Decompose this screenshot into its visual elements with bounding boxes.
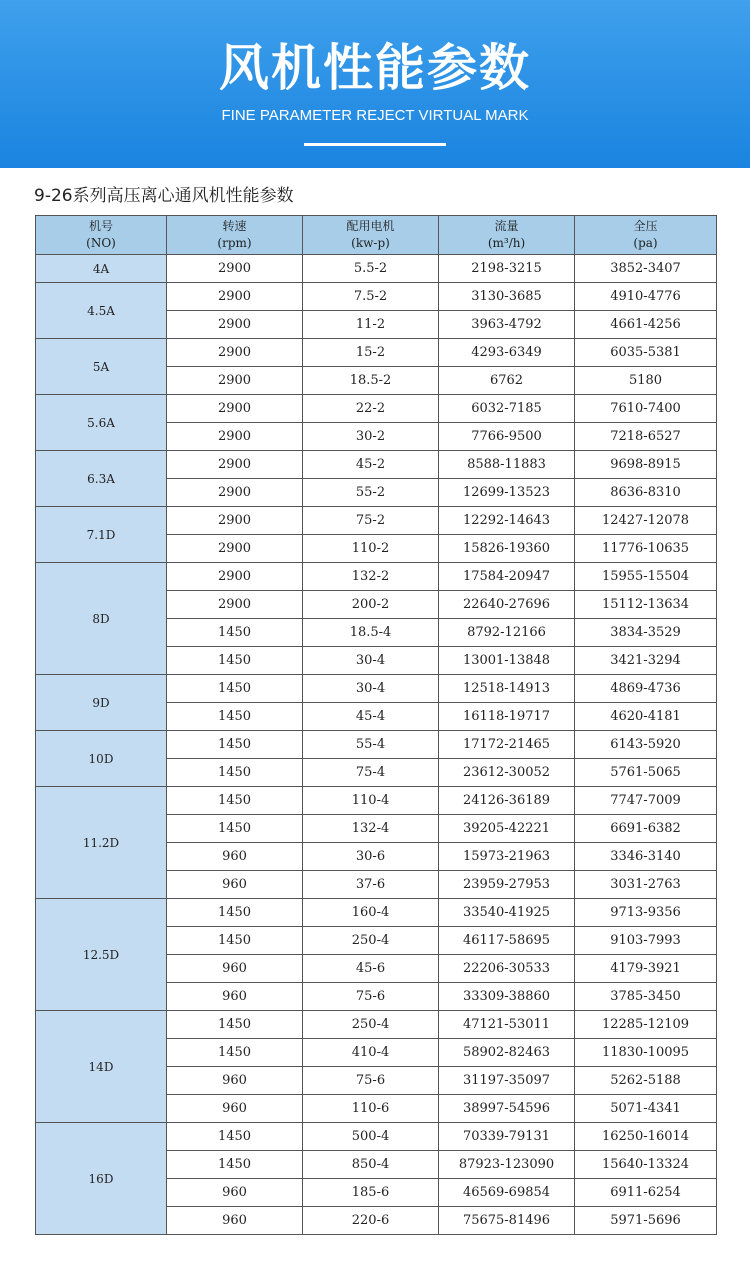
cell-pressure: 5971-5696 — [575, 1207, 717, 1235]
cell-speed: 960 — [167, 955, 303, 983]
cell-speed: 1450 — [167, 619, 303, 647]
cell-pressure: 11776-10635 — [575, 535, 717, 563]
cell-pressure: 15955-15504 — [575, 563, 717, 591]
cell-pressure: 6035-5381 — [575, 339, 717, 367]
cell-flow: 75675-81496 — [439, 1207, 575, 1235]
cell-flow: 8792-12166 — [439, 619, 575, 647]
cell-flow: 22640-27696 — [439, 591, 575, 619]
cell-speed: 1450 — [167, 899, 303, 927]
cell-flow: 15826-19360 — [439, 535, 575, 563]
cell-motor: 55-4 — [303, 731, 439, 759]
cell-motor: 110-6 — [303, 1095, 439, 1123]
header-label: 配用电机 — [346, 219, 395, 233]
header-label: 流量 — [494, 219, 519, 233]
cell-pressure: 15640-13324 — [575, 1151, 717, 1179]
cell-speed: 2900 — [167, 283, 303, 311]
cell-speed: 1450 — [167, 1011, 303, 1039]
cell-flow: 39205-42221 — [439, 815, 575, 843]
cell-speed: 1450 — [167, 1039, 303, 1067]
cell-pressure: 12285-12109 — [575, 1011, 717, 1039]
cell-motor: 250-4 — [303, 927, 439, 955]
cell-pressure: 9698-8915 — [575, 451, 717, 479]
cell-speed: 2900 — [167, 507, 303, 535]
cell-flow: 3130-3685 — [439, 283, 575, 311]
cell-pressure: 3834-3529 — [575, 619, 717, 647]
cell-motor: 185-6 — [303, 1179, 439, 1207]
cell-flow: 22206-30533 — [439, 955, 575, 983]
cell-speed: 1450 — [167, 703, 303, 731]
cell-pressure: 3852-3407 — [575, 255, 717, 283]
cell-pressure: 6143-5920 — [575, 731, 717, 759]
table-row — [36, 255, 717, 283]
cell-model-no: 5.6A — [36, 395, 167, 451]
cell-speed: 2900 — [167, 563, 303, 591]
cell-motor: 850-4 — [303, 1151, 439, 1179]
header-label: 全压 — [633, 219, 658, 233]
cell-flow: 58902-82463 — [439, 1039, 575, 1067]
cell-speed: 2900 — [167, 591, 303, 619]
cell-speed: 2900 — [167, 423, 303, 451]
cell-pressure: 7218-6527 — [575, 423, 717, 451]
cell-model-no: 11.2D — [36, 787, 167, 899]
header-flow — [439, 216, 575, 255]
cell-pressure: 4910-4776 — [575, 283, 717, 311]
cell-flow: 4293-6349 — [439, 339, 575, 367]
cell-flow: 2198-3215 — [439, 255, 575, 283]
cell-flow: 46569-69854 — [439, 1179, 575, 1207]
header-unit: (kw-p) — [351, 236, 390, 250]
cell-motor: 132-2 — [303, 563, 439, 591]
cell-motor: 75-4 — [303, 759, 439, 787]
cell-pressure: 3031-2763 — [575, 871, 717, 899]
cell-flow: 46117-58695 — [439, 927, 575, 955]
table-row — [36, 451, 717, 479]
table-row — [36, 395, 717, 423]
cell-motor: 110-4 — [303, 787, 439, 815]
cell-pressure: 5071-4341 — [575, 1095, 717, 1123]
cell-flow: 70339-79131 — [439, 1123, 575, 1151]
cell-speed: 960 — [167, 983, 303, 1011]
table-row — [36, 507, 717, 535]
cell-motor: 22-2 — [303, 395, 439, 423]
cell-model-no: 4A — [36, 255, 167, 283]
cell-pressure: 5761-5065 — [575, 759, 717, 787]
header-speed — [167, 216, 303, 255]
cell-speed: 1450 — [167, 815, 303, 843]
table-row — [36, 283, 717, 311]
cell-motor: 18.5-4 — [303, 619, 439, 647]
cell-motor: 45-2 — [303, 451, 439, 479]
cell-speed: 2900 — [167, 339, 303, 367]
header-label: 转速 — [222, 219, 247, 233]
cell-pressure: 5180 — [575, 367, 717, 395]
cell-motor: 132-4 — [303, 815, 439, 843]
cell-model-no: 6.3A — [36, 451, 167, 507]
cell-motor: 75-2 — [303, 507, 439, 535]
cell-motor: 410-4 — [303, 1039, 439, 1067]
cell-speed: 960 — [167, 1207, 303, 1235]
cell-flow: 6032-7185 — [439, 395, 575, 423]
title-underline — [304, 143, 446, 146]
table-caption: 9-26系列高压离心通风机性能参数 — [34, 186, 294, 206]
cell-speed: 1450 — [167, 759, 303, 787]
cell-model-no: 9D — [36, 675, 167, 731]
cell-pressure: 9103-7993 — [575, 927, 717, 955]
cell-motor: 500-4 — [303, 1123, 439, 1151]
cell-speed: 960 — [167, 843, 303, 871]
cell-speed: 2900 — [167, 311, 303, 339]
cell-pressure: 12427-12078 — [575, 507, 717, 535]
header-motor — [303, 216, 439, 255]
cell-motor: 15-2 — [303, 339, 439, 367]
cell-speed: 2900 — [167, 367, 303, 395]
cell-flow: 8588-11883 — [439, 451, 575, 479]
cell-flow: 3963-4792 — [439, 311, 575, 339]
cell-pressure: 8636-8310 — [575, 479, 717, 507]
cell-speed: 2900 — [167, 479, 303, 507]
cell-flow: 13001-13848 — [439, 647, 575, 675]
cell-flow: 17584-20947 — [439, 563, 575, 591]
cell-pressure: 3785-3450 — [575, 983, 717, 1011]
cell-model-no: 10D — [36, 731, 167, 787]
table-row — [36, 899, 717, 927]
table-row — [36, 339, 717, 367]
cell-model-no: 4.5A — [36, 283, 167, 339]
cell-pressure: 7610-7400 — [575, 395, 717, 423]
cell-flow: 12699-13523 — [439, 479, 575, 507]
cell-pressure: 6911-6254 — [575, 1179, 717, 1207]
cell-flow: 12292-14643 — [439, 507, 575, 535]
cell-motor: 30-4 — [303, 647, 439, 675]
cell-speed: 960 — [167, 1067, 303, 1095]
cell-flow: 12518-14913 — [439, 675, 575, 703]
cell-model-no: 5A — [36, 339, 167, 395]
cell-model-no: 16D — [36, 1123, 167, 1235]
table-row — [36, 787, 717, 815]
cell-speed: 1450 — [167, 647, 303, 675]
cell-flow: 24126-36189 — [439, 787, 575, 815]
header-unit: (NO) — [86, 236, 116, 250]
table-row — [36, 731, 717, 759]
cell-motor: 37-6 — [303, 871, 439, 899]
table-body — [36, 255, 717, 1235]
cell-motor: 5.5-2 — [303, 255, 439, 283]
cell-flow: 33309-38860 — [439, 983, 575, 1011]
cell-pressure: 4179-3921 — [575, 955, 717, 983]
cell-flow: 47121-53011 — [439, 1011, 575, 1039]
cell-motor: 220-6 — [303, 1207, 439, 1235]
header-unit: (m³/h) — [487, 236, 526, 250]
cell-pressure: 6691-6382 — [575, 815, 717, 843]
cell-speed: 960 — [167, 1095, 303, 1123]
table-header-row — [36, 216, 717, 255]
cell-flow: 87923-123090 — [439, 1151, 575, 1179]
cell-motor: 7.5-2 — [303, 283, 439, 311]
table-row — [36, 1011, 717, 1039]
cell-flow: 31197-35097 — [439, 1067, 575, 1095]
cell-model-no: 14D — [36, 1011, 167, 1123]
cell-motor: 250-4 — [303, 1011, 439, 1039]
cell-motor: 18.5-2 — [303, 367, 439, 395]
cell-motor: 55-2 — [303, 479, 439, 507]
cell-pressure: 16250-16014 — [575, 1123, 717, 1151]
header-unit: (rpm) — [217, 236, 252, 250]
cell-motor: 30-6 — [303, 843, 439, 871]
cell-motor: 200-2 — [303, 591, 439, 619]
cell-motor: 30-2 — [303, 423, 439, 451]
cell-speed: 1450 — [167, 1123, 303, 1151]
cell-speed: 1450 — [167, 731, 303, 759]
cell-flow: 23959-27953 — [439, 871, 575, 899]
cell-speed: 960 — [167, 871, 303, 899]
cell-flow: 38997-54596 — [439, 1095, 575, 1123]
header-model-no — [36, 216, 167, 255]
cell-pressure: 4661-4256 — [575, 311, 717, 339]
page-subtitle: FINE PARAMETER REJECT VIRTUAL MARK — [221, 107, 529, 124]
cell-pressure: 3421-3294 — [575, 647, 717, 675]
cell-motor: 45-6 — [303, 955, 439, 983]
cell-motor: 30-4 — [303, 675, 439, 703]
cell-pressure: 5262-5188 — [575, 1067, 717, 1095]
cell-speed: 1450 — [167, 787, 303, 815]
cell-pressure: 11830-10095 — [575, 1039, 717, 1067]
cell-model-no: 7.1D — [36, 507, 167, 563]
table-row — [36, 1123, 717, 1151]
cell-pressure: 3346-3140 — [575, 843, 717, 871]
cell-pressure: 9713-9356 — [575, 899, 717, 927]
table-row — [36, 563, 717, 591]
cell-speed: 2900 — [167, 451, 303, 479]
cell-motor: 45-4 — [303, 703, 439, 731]
cell-model-no: 12.5D — [36, 899, 167, 1011]
fan-performance-table — [35, 215, 717, 1235]
cell-speed: 2900 — [167, 395, 303, 423]
page-title: 风机性能参数 — [219, 39, 531, 97]
cell-speed: 2900 — [167, 535, 303, 563]
cell-flow: 16118-19717 — [439, 703, 575, 731]
cell-motor: 75-6 — [303, 983, 439, 1011]
cell-speed: 1450 — [167, 1151, 303, 1179]
cell-speed: 2900 — [167, 255, 303, 283]
cell-pressure: 4620-4181 — [575, 703, 717, 731]
cell-speed: 1450 — [167, 675, 303, 703]
cell-motor: 160-4 — [303, 899, 439, 927]
cell-motor: 75-6 — [303, 1067, 439, 1095]
cell-flow: 23612-30052 — [439, 759, 575, 787]
cell-model-no: 8D — [36, 563, 167, 675]
cell-speed: 1450 — [167, 927, 303, 955]
cell-flow: 33540-41925 — [439, 899, 575, 927]
header-label: 机号 — [88, 219, 113, 233]
cell-flow: 17172-21465 — [439, 731, 575, 759]
header-unit: (pa) — [633, 236, 658, 250]
cell-motor: 11-2 — [303, 311, 439, 339]
cell-pressure: 15112-13634 — [575, 591, 717, 619]
cell-flow: 15973-21963 — [439, 843, 575, 871]
cell-speed: 960 — [167, 1179, 303, 1207]
cell-flow: 7766-9500 — [439, 423, 575, 451]
header-banner — [0, 0, 750, 168]
cell-flow: 6762 — [439, 367, 575, 395]
cell-pressure: 4869-4736 — [575, 675, 717, 703]
cell-motor: 110-2 — [303, 535, 439, 563]
cell-pressure: 7747-7009 — [575, 787, 717, 815]
header-pressure — [575, 216, 717, 255]
table-row — [36, 675, 717, 703]
